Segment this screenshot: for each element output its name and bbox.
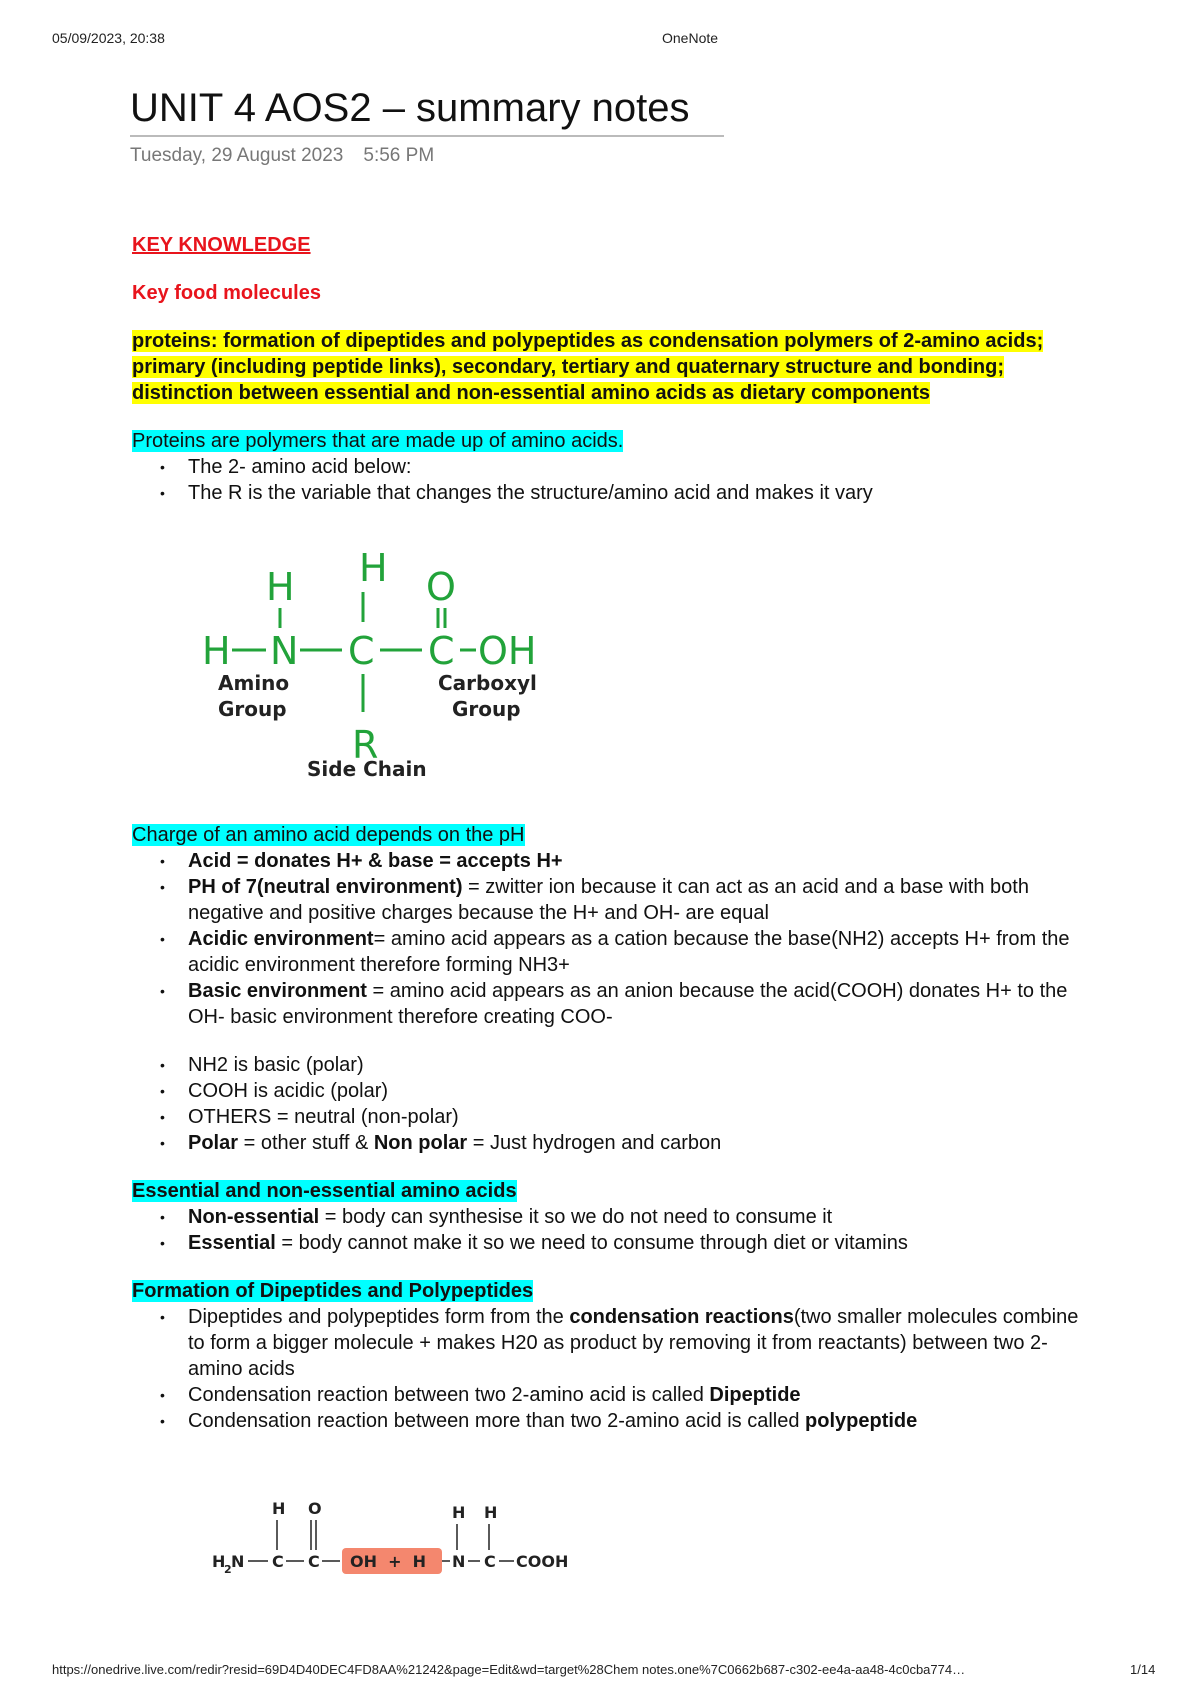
print-page-number: 1/14 [1130,1662,1156,1677]
polarity-bold: Polar [188,1132,239,1154]
charge-heading [132,822,1092,848]
atom-h-c3: H [484,1503,498,1522]
carboxyl-label-2: Group [452,697,521,721]
essential-text: = body cannot make it so we need to consume through diet or vitamins [275,1232,908,1254]
formation-heading [132,1278,1092,1304]
charge-bullet-bold: PH of 7(neutral environment) [188,876,463,898]
atom-h-top: H [359,546,388,590]
atom-o: O [308,1499,322,1518]
atom-c1: C [272,1552,284,1571]
essential-text: = body can synthesise it so we do not need to consume it [319,1206,833,1228]
side-chain-label: Side Chain [307,757,427,781]
atom-h-left-top: H [266,565,295,609]
proteins-bullet-list [132,454,1092,506]
charge-bullet-text: = zwitter ion because it can act as an acid and a base with both negative and positive charges because the H+ and OH- are equal [188,876,1029,924]
charge-bullet-list [132,848,1092,1030]
formation-text: (two smaller molecules combine to form a bigger molecule + makes H20 as product by removing it from reactants) between two 2-amino acids [188,1306,1079,1380]
proteins-statement [132,328,1092,406]
list-item [188,1304,1092,1382]
list-item [188,978,1092,1030]
list-item: • NH2 is basic (polar) [188,1052,1092,1078]
polarity-bullet-list [132,1052,1092,1156]
atom-c-carboxyl: C [428,629,455,673]
essential-heading [132,1178,1092,1204]
atom-h2n-subscript: 2 [224,1563,232,1576]
page-time-text: 5:56 PM [363,145,435,166]
atom-n2: N [452,1552,466,1571]
atom-c-alpha: C [348,629,375,673]
amino-acid-structure-diagram [182,536,562,786]
proteins-statement-text: proteins: formation of dipeptides and polypeptides as condensation polymers of 2-amino acids; primary (including peptide links), secondary, tertiary and quaternary structure and bonding; distinction between essential and non-essential amino acids as dietary components [132,330,1044,404]
list-item [188,848,1092,874]
formation-bullet-list [132,1304,1092,1434]
charge-bullet-bold: Acid = donates H+ & base = accepts H+ [188,850,563,872]
atom-c2: C [308,1552,320,1571]
water-oh-h: OH + H [350,1552,427,1571]
list-item [188,1204,1092,1230]
formation-bold: Dipeptide [709,1384,801,1406]
print-app-name: OneNote [662,30,719,46]
page-title[interactable]: UNIT 4 AOS2 – summary notes [130,86,724,137]
atom-h2n-n: N [231,1552,245,1571]
list-item [188,1408,1092,1434]
atom-n: N [270,629,299,673]
essential-bold: Essential [188,1232,276,1254]
charge-heading-text: Charge of an amino acid depends on the pH [132,824,525,846]
charge-bullet-text: = amino acid appears as a cation because the base(NH2) accepts H+ from the acidic environment therefore forming NH3+ [188,928,1070,976]
key-knowledge-heading: KEY KNOWLEDGE [132,234,311,256]
formation-heading-text: Formation of Dipeptides and Polypeptides [132,1280,534,1302]
atom-cooh: COOH [516,1552,569,1571]
dipeptide-condensation-diagram [212,1494,612,1584]
charge-bullet-bold: Acidic environment [188,928,374,950]
polarity-text: = other stuff & [238,1132,374,1154]
amino-label-2: Group [218,697,287,721]
amino-acid-structure-svg [182,536,562,786]
proteins-intro [132,428,1092,454]
list-item [188,926,1092,978]
list-item: • The R is the variable that changes the structure/amino acid and makes it vary [188,480,1092,506]
carboxyl-label-1: Carboxyl [438,671,537,695]
formation-text: Condensation reaction between two 2-amino acid is called [188,1384,710,1406]
formation-text: Condensation reaction between more than two 2-amino acid is called [188,1410,806,1432]
note-content[interactable] [132,232,1092,1584]
essential-heading-text: Essential and non-essential amino acids [132,1180,517,1202]
formation-bold: condensation reactions [569,1306,794,1328]
charge-bullet-bold: Basic environment [188,980,367,1002]
atom-oh: OH [478,629,537,673]
list-item [188,874,1092,926]
list-item: • COOH is acidic (polar) [188,1078,1092,1104]
essential-bold: Non-essential [188,1206,320,1228]
atom-h-n: H [452,1503,466,1522]
polarity-bold: Non polar [373,1132,468,1154]
list-item: • The 2- amino acid below: [188,454,1092,480]
key-food-molecules-heading: Key food molecules [132,282,321,304]
page-date-text: Tuesday, 29 August 2023 [130,145,344,166]
atom-h-left: H [202,629,231,673]
proteins-intro-text: Proteins are polymers that are made up of amino acids. [132,430,624,452]
amino-label-1: Amino [218,671,290,695]
atom-r: R [352,723,379,767]
page-date [130,145,434,167]
atom-h-c1: H [272,1499,286,1518]
atom-o: O [426,565,456,609]
print-url[interactable]: https://onedrive.live.com/redir?resid=69D4D40DEC4FD8AA%21242&page=Edit&wd=target%28Chem notes.one%7C0662b687-c302-ee4a-aa48-4c0cba774… [52,1662,966,1677]
polarity-text: = Just hydrogen and carbon [467,1132,722,1154]
atom-c3: C [484,1552,496,1571]
list-item: • OTHERS = neutral (non-polar) [188,1104,1092,1130]
print-datetime: 05/09/2023, 20:38 [52,30,165,46]
essential-bullet-list [132,1204,1092,1256]
formation-bold: polypeptide [805,1410,918,1432]
list-item [188,1230,1092,1256]
formation-text: Dipeptides and polypeptides form from the [188,1306,570,1328]
charge-bullet-text: = amino acid appears as an anion because the acid(COOH) donates H+ to the OH- basic environment therefore creating COO- [188,980,1068,1028]
list-item [188,1130,1092,1156]
list-item [188,1382,1092,1408]
dipeptide-condensation-svg [212,1494,612,1584]
atom-h2n-h: H [212,1552,226,1571]
